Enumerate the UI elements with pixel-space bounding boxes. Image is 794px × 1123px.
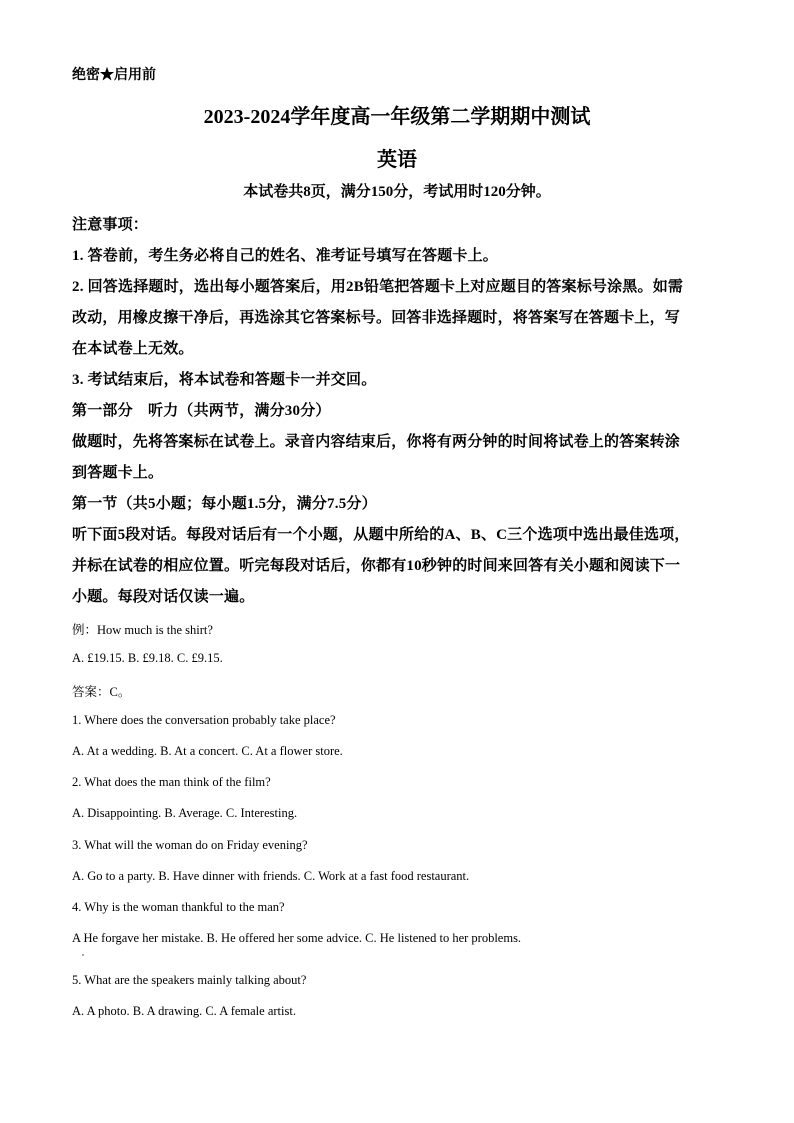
stray-mark bbox=[82, 954, 84, 956]
example-options: A. £19.15. B. £9.18. C. £9.15. bbox=[72, 651, 223, 665]
question-2: 2. What does the man think of the film? bbox=[72, 775, 271, 789]
question-3-options: A. Go to a party. B. Have dinner with friends. C. Work at a fast food restaurant. bbox=[72, 869, 470, 883]
question-5-options: A. A photo. B. A drawing. C. A female artist. bbox=[72, 1004, 296, 1018]
section1-instructions-line-3: 小题。每段对话仅读一遍。 bbox=[72, 589, 255, 605]
question-4: 4. Why is the woman thankful to the man? bbox=[72, 900, 285, 914]
question-5: 5. What are the speakers mainly talking about? bbox=[72, 973, 307, 987]
notice-item-3: 3. 考试结束后，将本试卷和答题卡一并交回。 bbox=[72, 372, 377, 388]
question-1: 1. Where does the conversation probably take place? bbox=[72, 713, 336, 727]
notice-item-1: 1. 答卷前，考生务必将自己的姓名、准考证号填写在答题卡上。 bbox=[72, 248, 499, 264]
question-3: 3. What will the woman do on Friday evening? bbox=[72, 838, 308, 852]
part1-intro-line-1: 做题时，先将答案标在试卷上。录音内容结束后，你将有两分钟的时间将试卷上的答案转涂 bbox=[72, 434, 681, 450]
section1-instructions-line-2: 并标在试卷的相应位置。听完每段对话后，你都有10秒钟的时间来回答有关小题和阅读下一 bbox=[72, 558, 681, 574]
exam-title: 2023-2024学年度高一年级第二学期期中测试 bbox=[203, 106, 591, 128]
notice-item-2-line-3: 在本试卷上无效。 bbox=[72, 341, 194, 357]
question-1-options: A. At a wedding. B. At a concert. C. At a flower store. bbox=[72, 744, 343, 758]
exam-info: 本试卷共8页，满分150分，考试用时120分钟。 bbox=[243, 184, 551, 200]
question-2-options: A. Disappointing. B. Average. C. Interesting. bbox=[72, 806, 298, 820]
section1-heading: 第一节（共5小题；每小题1.5分，满分7.5分） bbox=[72, 496, 377, 512]
notice-heading: 注意事项： bbox=[72, 217, 149, 233]
part1-intro-line-2: 到答题卡上。 bbox=[72, 465, 164, 481]
notice-item-2-line-1: 2. 回答选择题时，选出每小题答案后，用2B铅笔把答题卡上对应题目的答案标号涂黑。如需 bbox=[72, 279, 684, 295]
notice-item-2-line-2: 改动，用橡皮擦干净后，再选涂其它答案标号。回答非选择题时，将答案写在答题卡上，写 bbox=[72, 310, 681, 326]
section1-instructions-line-1: 听下面5段对话。每段对话后有一个小题，从题中所给的A、B、C三个选项中选出最佳选项， bbox=[72, 527, 690, 543]
exam-subject: 英语 bbox=[377, 149, 417, 171]
example-answer: 答案：C。 bbox=[72, 685, 131, 699]
part1-heading: 第一部分 听力（共两节，满分30分） bbox=[72, 403, 331, 419]
question-4-options: A He forgave her mistake. B. He offered her some advice. C. He listened to her problems. bbox=[72, 931, 522, 945]
confidential-label: 绝密★启用前 bbox=[72, 68, 156, 83]
example-question: 例：How much is the shirt? bbox=[72, 623, 213, 637]
